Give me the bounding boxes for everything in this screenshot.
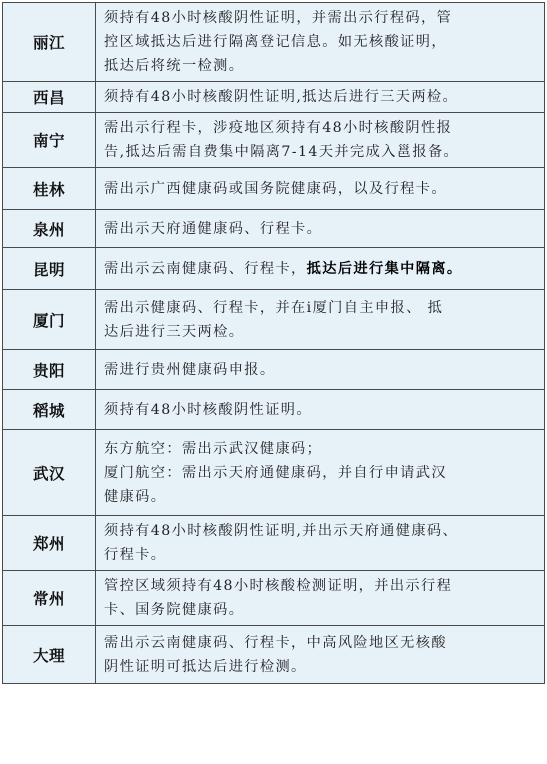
requirement-cell xyxy=(96,82,545,113)
requirement-text: 卡、国务院健康码。 xyxy=(104,602,245,618)
requirement-line xyxy=(104,485,538,509)
requirement-text: 行程卡。 xyxy=(104,547,167,563)
requirement-text: 需出示健康码、行程卡，并在i厦门自主申报、 抵 xyxy=(104,299,444,316)
requirement-cell xyxy=(96,571,545,626)
requirement-line xyxy=(104,140,538,164)
requirement-text: 需出示行程卡，涉疫地区须持有48小时核酸阴性报 xyxy=(104,120,453,136)
city-cell: 泉州 xyxy=(3,210,96,248)
requirement-text: 达后进行三天两检。 xyxy=(104,323,245,340)
requirement-text: 管控区域须持有48小时核酸检测证明，并出示行程 xyxy=(104,578,453,594)
city-cell: 厦门 xyxy=(3,290,96,350)
requirement-cell xyxy=(96,350,545,390)
requirement-text: 厦门航空：需出示天府通健康码，并自行申请武汉 xyxy=(104,464,447,481)
table-row xyxy=(3,290,545,350)
requirement-line xyxy=(104,574,538,598)
requirement-line xyxy=(104,543,538,567)
requirement-text: 须持有48小时核酸阴性证明,并出示天府通健康码、 xyxy=(104,523,459,539)
table-row xyxy=(3,430,545,516)
requirement-cell xyxy=(96,290,545,350)
requirement-line xyxy=(104,598,538,622)
city-cell: 西昌 xyxy=(3,82,96,113)
requirement-text: 控区域抵达后进行隔离登记信息。如无核酸证明， xyxy=(104,34,447,50)
requirement-line xyxy=(104,257,538,281)
city-cell: 郑州 xyxy=(3,516,96,571)
requirement-cell xyxy=(96,430,545,516)
requirement-cell xyxy=(96,113,545,168)
requirement-cell xyxy=(96,210,545,248)
requirement-line xyxy=(104,655,538,679)
table-row xyxy=(3,82,545,113)
table-body xyxy=(3,3,545,684)
requirement-line xyxy=(104,6,538,30)
requirement-emphasis: 抵达后进行集中隔离。 xyxy=(306,260,463,277)
requirement-line xyxy=(104,54,538,78)
city-cell: 常州 xyxy=(3,571,96,626)
requirement-line xyxy=(104,30,538,54)
requirement-text: 需出示云南健康码、行程卡， xyxy=(104,260,307,277)
requirement-line xyxy=(104,631,538,655)
table-row xyxy=(3,248,545,290)
requirement-line xyxy=(104,85,538,109)
city-cell: 武汉 xyxy=(3,430,96,516)
city-cell: 贵阳 xyxy=(3,350,96,390)
table-row xyxy=(3,3,545,82)
requirement-line xyxy=(104,116,538,140)
requirement-line xyxy=(104,217,538,241)
requirement-text: 健康码。 xyxy=(104,488,167,505)
requirement-text: 抵达后将统一检测。 xyxy=(104,58,245,74)
requirement-line xyxy=(104,177,538,201)
requirement-cell xyxy=(96,516,545,571)
requirement-text: 须持有48小时核酸阴性证明,抵达后进行三天两检。 xyxy=(104,89,459,105)
table-row xyxy=(3,626,545,684)
city-cell: 大理 xyxy=(3,626,96,684)
city-cell: 桂林 xyxy=(3,168,96,210)
city-cell: 稻城 xyxy=(3,390,96,430)
requirement-text: 需出示云南健康码、行程卡，中高风险地区无核酸 xyxy=(104,634,447,651)
requirement-text: 须持有48小时核酸阴性证明，并需出示行程码，管 xyxy=(104,10,453,26)
requirement-line xyxy=(104,358,538,382)
requirement-text: 阴性证明可抵达后进行检测。 xyxy=(104,658,307,675)
requirement-text: 告,抵达后需自费集中隔离7-14天并完成入邕报备。 xyxy=(104,144,460,160)
requirement-line xyxy=(104,296,538,320)
requirement-line xyxy=(104,519,538,543)
table-row xyxy=(3,516,545,571)
requirement-line xyxy=(104,461,538,485)
table-row xyxy=(3,571,545,626)
travel-policy-table xyxy=(2,2,545,684)
requirement-cell xyxy=(96,390,545,430)
city-cell: 南宁 xyxy=(3,113,96,168)
requirement-line xyxy=(104,437,538,461)
table-row xyxy=(3,210,545,248)
table-row xyxy=(3,350,545,390)
requirement-text: 须持有48小时核酸阴性证明。 xyxy=(104,401,312,418)
city-cell: 丽江 xyxy=(3,3,96,82)
requirement-line xyxy=(104,398,538,422)
requirement-text: 需出示广西健康码或国务院健康码，以及行程卡。 xyxy=(104,180,447,197)
city-cell: 昆明 xyxy=(3,248,96,290)
requirement-text: 需进行贵州健康码申报。 xyxy=(104,361,276,378)
table-row xyxy=(3,390,545,430)
requirement-text: 需出示天府通健康码、行程卡。 xyxy=(104,220,323,237)
requirement-cell xyxy=(96,626,545,684)
requirement-line xyxy=(104,320,538,344)
requirement-cell xyxy=(96,248,545,290)
requirement-cell xyxy=(96,168,545,210)
table-row xyxy=(3,168,545,210)
table-row xyxy=(3,113,545,168)
requirement-text: 东方航空：需出示武汉健康码； xyxy=(104,440,323,457)
requirement-cell xyxy=(96,3,545,82)
